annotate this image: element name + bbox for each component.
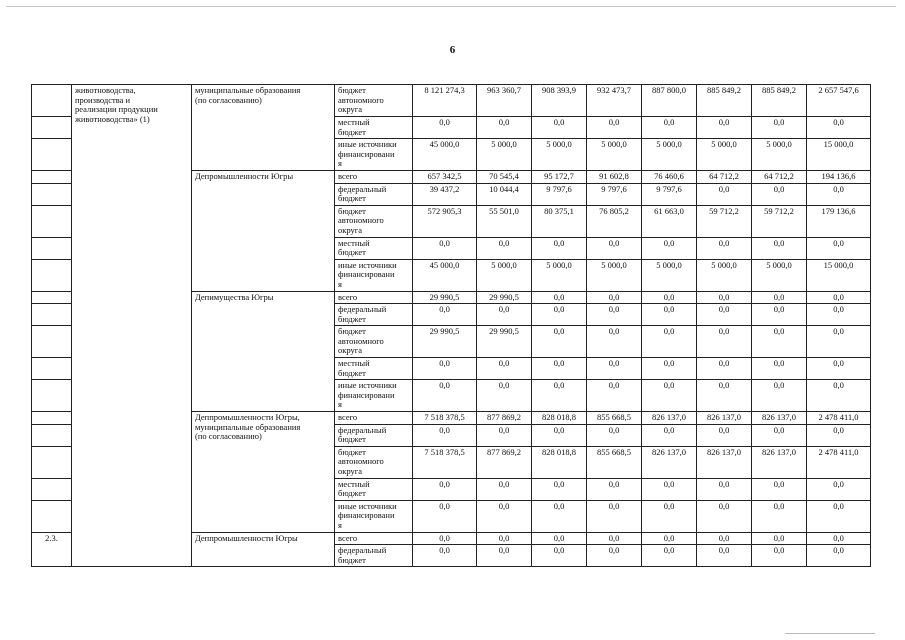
amount-cell: 39 437,2 — [413, 183, 477, 205]
amount-cell: 826 137,0 — [697, 412, 752, 425]
amount-cell: 0,0 — [477, 424, 532, 446]
funding-source-cell: иные источники финансировани я — [335, 259, 413, 291]
amount-cell: 5 000,0 — [752, 139, 807, 171]
amount-cell: 0,0 — [587, 358, 642, 380]
amount-cell: 0,0 — [413, 358, 477, 380]
amount-cell: 0,0 — [587, 291, 642, 304]
amount-cell: 61 663,0 — [642, 205, 697, 237]
amount-cell: 0,0 — [642, 358, 697, 380]
amount-cell: 0,0 — [752, 500, 807, 532]
amount-cell: 885 849,2 — [697, 85, 752, 117]
amount-cell: 0,0 — [752, 326, 807, 358]
funding-source-cell: иные источники финансировани я — [335, 139, 413, 171]
amount-cell: 826 137,0 — [697, 446, 752, 478]
amount-cell: 877 869,2 — [477, 412, 532, 425]
amount-cell: 0,0 — [532, 358, 587, 380]
funding-source-cell: бюджет автономного округа — [335, 205, 413, 237]
row-number-cell — [32, 237, 72, 259]
activity-name-cell: животноводства, производства и реализации продукции животноводства» (1) — [72, 85, 192, 567]
scan-bottom-mark — [785, 633, 875, 634]
amount-cell: 0,0 — [587, 380, 642, 412]
scan-border-line — [6, 6, 896, 7]
amount-cell: 0,0 — [587, 326, 642, 358]
amount-cell: 0,0 — [752, 117, 807, 139]
amount-cell: 826 137,0 — [752, 446, 807, 478]
amount-cell: 91 602,8 — [587, 171, 642, 184]
amount-cell: 0,0 — [587, 237, 642, 259]
amount-cell: 0,0 — [642, 532, 697, 545]
row-number-cell — [32, 326, 72, 358]
amount-cell: 0,0 — [752, 478, 807, 500]
amount-cell: 0,0 — [807, 117, 871, 139]
amount-cell: 0,0 — [807, 380, 871, 412]
amount-cell: 0,0 — [587, 304, 642, 326]
amount-cell: 877 869,2 — [477, 446, 532, 478]
amount-cell: 0,0 — [752, 183, 807, 205]
amount-cell: 0,0 — [587, 500, 642, 532]
row-number-cell — [32, 183, 72, 205]
amount-cell: 76 460,6 — [642, 171, 697, 184]
funding-source-cell: федеральный бюджет — [335, 545, 413, 567]
amount-cell: 0,0 — [532, 291, 587, 304]
amount-cell: 5 000,0 — [477, 139, 532, 171]
amount-cell: 0,0 — [752, 545, 807, 567]
row-number-cell — [32, 291, 72, 304]
amount-cell: 0,0 — [532, 380, 587, 412]
amount-cell: 0,0 — [642, 424, 697, 446]
amount-cell: 963 360,7 — [477, 85, 532, 117]
amount-cell: 0,0 — [807, 183, 871, 205]
funding-source-cell: федеральный бюджет — [335, 183, 413, 205]
amount-cell: 0,0 — [697, 424, 752, 446]
funding-source-cell: всего — [335, 532, 413, 545]
amount-cell: 908 393,9 — [532, 85, 587, 117]
amount-cell: 0,0 — [532, 326, 587, 358]
amount-cell: 855 668,5 — [587, 412, 642, 425]
amount-cell: 29 990,5 — [477, 326, 532, 358]
table-row — [32, 85, 871, 117]
amount-cell: 0,0 — [752, 358, 807, 380]
amount-cell: 0,0 — [477, 500, 532, 532]
amount-cell: 0,0 — [697, 326, 752, 358]
amount-cell: 5 000,0 — [642, 139, 697, 171]
amount-cell: 80 375,1 — [532, 205, 587, 237]
amount-cell: 0,0 — [587, 545, 642, 567]
row-number-cell — [32, 446, 72, 478]
amount-cell: 0,0 — [752, 532, 807, 545]
amount-cell: 0,0 — [642, 237, 697, 259]
amount-cell: 657 342,5 — [413, 171, 477, 184]
funding-source-cell: всего — [335, 412, 413, 425]
amount-cell: 826 137,0 — [642, 446, 697, 478]
amount-cell: 0,0 — [697, 532, 752, 545]
amount-cell: 59 712,2 — [752, 205, 807, 237]
amount-cell: 55 501,0 — [477, 205, 532, 237]
amount-cell: 0,0 — [532, 304, 587, 326]
amount-cell: 5 000,0 — [752, 259, 807, 291]
amount-cell: 5 000,0 — [587, 139, 642, 171]
funding-source-cell: всего — [335, 171, 413, 184]
amount-cell: 828 018,8 — [532, 446, 587, 478]
executor-cell: Деппромышленности Югры, муниципальные образования (по согласованию) — [192, 412, 335, 533]
amount-cell: 64 712,2 — [697, 171, 752, 184]
amount-cell: 0,0 — [477, 545, 532, 567]
amount-cell: 0,0 — [532, 532, 587, 545]
amount-cell: 7 518 378,5 — [413, 446, 477, 478]
amount-cell: 9 797,6 — [532, 183, 587, 205]
amount-cell: 0,0 — [477, 532, 532, 545]
amount-cell: 0,0 — [587, 532, 642, 545]
amount-cell: 5 000,0 — [532, 139, 587, 171]
amount-cell: 0,0 — [413, 380, 477, 412]
amount-cell: 0,0 — [532, 424, 587, 446]
amount-cell: 8 121 274,3 — [413, 85, 477, 117]
funding-source-cell: бюджет автономного округа — [335, 85, 413, 117]
amount-cell: 0,0 — [697, 358, 752, 380]
amount-cell: 2 478 411,0 — [807, 446, 871, 478]
amount-cell: 0,0 — [642, 117, 697, 139]
amount-cell: 10 044,4 — [477, 183, 532, 205]
amount-cell: 0,0 — [532, 237, 587, 259]
amount-cell: 0,0 — [532, 117, 587, 139]
amount-cell: 0,0 — [807, 545, 871, 567]
amount-cell: 5 000,0 — [587, 259, 642, 291]
amount-cell: 45 000,0 — [413, 259, 477, 291]
amount-cell: 0,0 — [477, 237, 532, 259]
amount-cell: 0,0 — [752, 304, 807, 326]
amount-cell: 15 000,0 — [807, 139, 871, 171]
amount-cell: 0,0 — [697, 183, 752, 205]
funding-source-cell: местный бюджет — [335, 358, 413, 380]
budget-table — [31, 84, 871, 567]
amount-cell: 0,0 — [413, 424, 477, 446]
amount-cell: 5 000,0 — [697, 259, 752, 291]
amount-cell: 0,0 — [807, 424, 871, 446]
amount-cell: 179 136,6 — [807, 205, 871, 237]
amount-cell: 0,0 — [642, 291, 697, 304]
amount-cell: 887 800,0 — [642, 85, 697, 117]
row-number-cell — [32, 412, 72, 425]
amount-cell: 59 712,2 — [697, 205, 752, 237]
amount-cell: 0,0 — [752, 291, 807, 304]
row-number-cell — [32, 304, 72, 326]
funding-source-cell: всего — [335, 291, 413, 304]
amount-cell: 0,0 — [642, 304, 697, 326]
amount-cell: 0,0 — [642, 478, 697, 500]
amount-cell: 70 545,4 — [477, 171, 532, 184]
amount-cell: 0,0 — [807, 532, 871, 545]
amount-cell: 0,0 — [413, 500, 477, 532]
funding-source-cell: местный бюджет — [335, 237, 413, 259]
row-number-cell — [32, 139, 72, 171]
amount-cell: 0,0 — [752, 237, 807, 259]
amount-cell: 0,0 — [413, 304, 477, 326]
amount-cell: 2 657 547,6 — [807, 85, 871, 117]
amount-cell: 0,0 — [413, 117, 477, 139]
amount-cell: 9 797,6 — [587, 183, 642, 205]
amount-cell: 0,0 — [477, 380, 532, 412]
amount-cell: 0,0 — [807, 500, 871, 532]
funding-source-cell: иные источники финансировани я — [335, 500, 413, 532]
funding-source-cell: местный бюджет — [335, 117, 413, 139]
amount-cell: 5 000,0 — [697, 139, 752, 171]
amount-cell: 572 905,3 — [413, 205, 477, 237]
amount-cell: 0,0 — [697, 500, 752, 532]
amount-cell: 95 172,7 — [532, 171, 587, 184]
amount-cell: 0,0 — [807, 237, 871, 259]
amount-cell: 0,0 — [532, 478, 587, 500]
amount-cell: 0,0 — [587, 478, 642, 500]
amount-cell: 0,0 — [587, 117, 642, 139]
amount-cell: 932 473,7 — [587, 85, 642, 117]
amount-cell: 0,0 — [697, 380, 752, 412]
amount-cell: 0,0 — [413, 545, 477, 567]
row-number-cell — [32, 478, 72, 500]
funding-source-cell: федеральный бюджет — [335, 424, 413, 446]
amount-cell: 826 137,0 — [752, 412, 807, 425]
row-number-cell — [32, 117, 72, 139]
amount-cell: 0,0 — [807, 478, 871, 500]
amount-cell: 194 136,6 — [807, 171, 871, 184]
funding-source-cell: бюджет автономного округа — [335, 446, 413, 478]
amount-cell: 0,0 — [642, 380, 697, 412]
amount-cell: 15 000,0 — [807, 259, 871, 291]
amount-cell: 0,0 — [413, 532, 477, 545]
amount-cell: 0,0 — [587, 424, 642, 446]
amount-cell: 0,0 — [642, 326, 697, 358]
amount-cell: 826 137,0 — [642, 412, 697, 425]
amount-cell: 828 018,8 — [532, 412, 587, 425]
amount-cell: 9 797,6 — [642, 183, 697, 205]
amount-cell: 0,0 — [697, 304, 752, 326]
executor-cell: муниципальные образования (по согласованию) — [192, 85, 335, 171]
amount-cell: 5 000,0 — [642, 259, 697, 291]
row-number-cell: 2.3. — [32, 532, 72, 567]
executor-cell: Депромышленности Югры — [192, 171, 335, 292]
amount-cell: 0,0 — [752, 424, 807, 446]
amount-cell: 855 668,5 — [587, 446, 642, 478]
row-number-cell — [32, 500, 72, 532]
amount-cell: 0,0 — [697, 237, 752, 259]
amount-cell: 0,0 — [532, 545, 587, 567]
amount-cell: 76 805,2 — [587, 205, 642, 237]
row-number-cell — [32, 358, 72, 380]
amount-cell: 0,0 — [642, 500, 697, 532]
funding-source-cell: федеральный бюджет — [335, 304, 413, 326]
amount-cell: 0,0 — [697, 117, 752, 139]
amount-cell: 0,0 — [642, 545, 697, 567]
amount-cell: 29 990,5 — [413, 291, 477, 304]
executor-cell: Деппромышленности Югры — [192, 532, 335, 567]
page-number: 6 — [449, 44, 456, 56]
row-number-cell — [32, 85, 72, 117]
amount-cell: 0,0 — [477, 117, 532, 139]
amount-cell: 0,0 — [697, 545, 752, 567]
amount-cell: 29 990,5 — [413, 326, 477, 358]
funding-source-cell: местный бюджет — [335, 478, 413, 500]
amount-cell: 0,0 — [477, 304, 532, 326]
funding-source-cell: бюджет автономного округа — [335, 326, 413, 358]
amount-cell: 0,0 — [697, 478, 752, 500]
row-number-cell — [32, 171, 72, 184]
amount-cell: 0,0 — [413, 478, 477, 500]
executor-cell: Депимущества Югры — [192, 291, 335, 412]
row-number-cell — [32, 205, 72, 237]
amount-cell: 0,0 — [807, 358, 871, 380]
row-number-cell — [32, 424, 72, 446]
row-number-cell — [32, 259, 72, 291]
amount-cell: 64 712,2 — [752, 171, 807, 184]
row-number-cell — [32, 380, 72, 412]
amount-cell: 0,0 — [413, 237, 477, 259]
amount-cell: 0,0 — [807, 291, 871, 304]
amount-cell: 0,0 — [532, 500, 587, 532]
amount-cell: 885 849,2 — [752, 85, 807, 117]
amount-cell: 5 000,0 — [532, 259, 587, 291]
amount-cell: 2 478 411,0 — [807, 412, 871, 425]
amount-cell: 0,0 — [807, 304, 871, 326]
amount-cell: 0,0 — [477, 478, 532, 500]
amount-cell: 7 518 378,5 — [413, 412, 477, 425]
amount-cell: 0,0 — [697, 291, 752, 304]
amount-cell: 0,0 — [477, 358, 532, 380]
amount-cell: 0,0 — [752, 380, 807, 412]
amount-cell: 5 000,0 — [477, 259, 532, 291]
amount-cell: 29 990,5 — [477, 291, 532, 304]
funding-source-cell: иные источники финансировани я — [335, 380, 413, 412]
amount-cell: 45 000,0 — [413, 139, 477, 171]
amount-cell: 0,0 — [807, 326, 871, 358]
